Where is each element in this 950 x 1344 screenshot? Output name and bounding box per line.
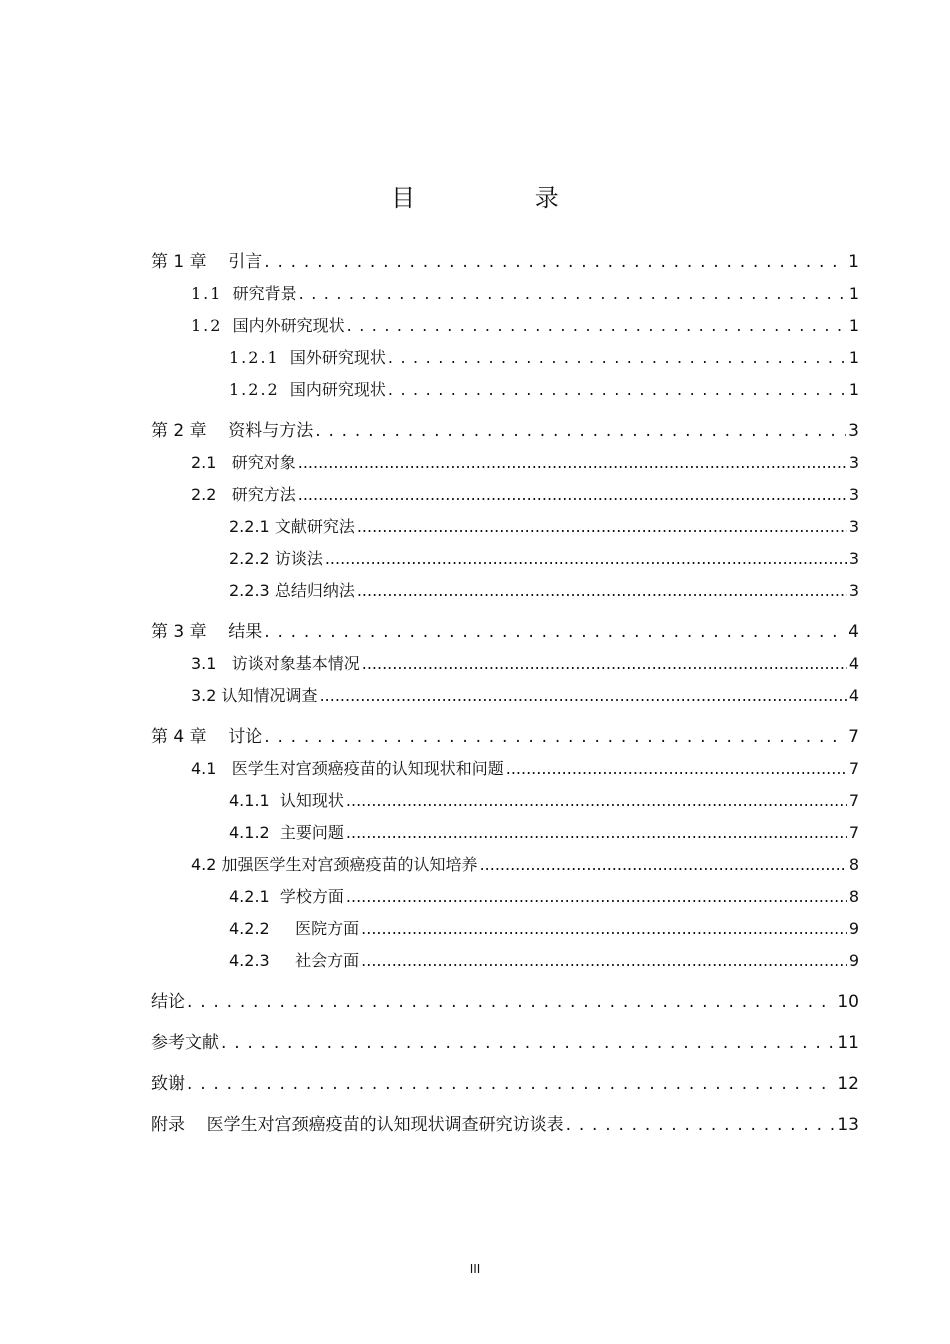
toc-entry[interactable]: [151, 310, 859, 342]
toc-dot-leader: [506, 753, 847, 785]
toc-entry-number: 2.2.1: [229, 517, 270, 536]
toc-entry-number: 1.1: [191, 284, 223, 303]
toc-entry-number: 4.2.2: [229, 919, 270, 938]
toc-entry-title: 研究背景: [232, 284, 297, 303]
toc-entry[interactable]: [151, 543, 859, 575]
toc-entry[interactable]: [151, 817, 859, 849]
toc-entry[interactable]: [151, 648, 859, 680]
toc-entry[interactable]: [151, 616, 859, 648]
toc-dot-leader: [264, 246, 846, 278]
page-number: III: [469, 1262, 481, 1276]
toc-entry-page: 3: [848, 581, 859, 600]
toc-entry-number: 2.2: [191, 485, 217, 504]
toc-dot-leader: [566, 1109, 836, 1141]
toc-entry[interactable]: [151, 278, 859, 310]
toc-entry-number: 1.2.2: [229, 380, 280, 399]
toc-entry-separator: [216, 648, 231, 680]
toc-entry-title: 讨论: [228, 727, 263, 747]
toc-dot-leader: [264, 721, 846, 753]
toc-dot-leader: [362, 648, 847, 680]
toc-entry[interactable]: [151, 575, 859, 607]
toc-entry-page: 4: [848, 654, 859, 673]
toc-entry-page: 13: [837, 1115, 859, 1135]
toc-entry-number: 1.2: [191, 316, 223, 335]
toc-entry-title: 参考文献: [151, 1033, 219, 1053]
toc-entry[interactable]: [151, 479, 859, 511]
toc-entry-title: 访谈对象基本情况: [231, 654, 360, 673]
toc-entry-title: 主要问题: [279, 823, 344, 842]
toc-entry-number: 4.1: [191, 759, 217, 778]
toc-dot-leader: [388, 374, 847, 406]
toc-entry-title: 致谢: [151, 1074, 185, 1094]
toc-entry-separator: [222, 278, 232, 310]
toc-dot-leader: [264, 616, 846, 648]
toc-entry-number: 3.1: [191, 654, 217, 673]
toc-entry-page: 12: [837, 1074, 859, 1094]
toc-dot-leader: [187, 1068, 835, 1100]
toc-dot-leader: [187, 986, 835, 1018]
toc-entry[interactable]: [151, 913, 859, 945]
toc-entry-separator: [222, 310, 232, 342]
toc-entry-title: 引言: [228, 252, 263, 272]
toc-entry-page: 10: [837, 992, 859, 1012]
toc-entry-title: 国内研究现状: [289, 380, 386, 399]
toc-entry-number: 2.1: [191, 453, 217, 472]
toc-dot-leader: [299, 278, 847, 310]
toc-dot-leader: [357, 575, 847, 607]
toc-entry-separator: [270, 817, 280, 849]
toc-entry-title: 研究方法: [231, 485, 296, 504]
toc-entry-title: 国外研究现状: [289, 348, 386, 367]
toc-entry-separator: [207, 246, 229, 278]
toc-entry-title: 认知现状: [279, 791, 344, 810]
toc-entry-separator: [207, 721, 229, 753]
toc-entry[interactable]: [151, 721, 859, 753]
toc-entry-title: 加强医学生对宫颈癌疫苗的认知培养: [221, 855, 478, 874]
toc-entry[interactable]: [151, 1027, 859, 1059]
toc-entry-separator: [270, 913, 295, 945]
toc-dot-leader: [346, 881, 847, 913]
toc-entry-title: 医学生对宫颈癌疫苗的认知现状和问题: [231, 759, 504, 778]
toc-entry-page: 1: [848, 348, 859, 367]
toc-entry[interactable]: [151, 511, 859, 543]
toc-entry[interactable]: [151, 1109, 859, 1141]
toc-entry-number: 4.1.1: [229, 791, 270, 810]
toc-entry-separator: [270, 945, 295, 977]
toc-entry[interactable]: [151, 785, 859, 817]
toc-entry-title: 医学生对宫颈癌疫苗的认知现状调查研究访谈表: [206, 1115, 564, 1135]
toc-entry-page: 1: [848, 380, 859, 399]
toc-dot-leader: [361, 913, 847, 945]
toc-dot-leader: [315, 415, 846, 447]
toc-dot-leader: [346, 785, 847, 817]
toc-dot-leader: [388, 342, 847, 374]
toc-entry-title: 认知情况调查: [221, 686, 318, 705]
toc-entry-title: 访谈法: [274, 549, 323, 568]
toc-entry-title: 结论: [151, 992, 185, 1012]
toc-entry-number: 2.2.3: [229, 581, 270, 600]
toc-entry-number: 3.2: [191, 686, 217, 705]
toc-entry-number: 第 1 章: [151, 252, 207, 272]
toc-entry-separator: [185, 1109, 207, 1141]
toc-entry[interactable]: [151, 986, 859, 1018]
toc-entry-number: 1.2.1: [229, 348, 280, 367]
toc-entry-page: 11: [837, 1033, 859, 1053]
toc-entry-title: 医院方面: [295, 919, 360, 938]
toc-entry-separator: [216, 753, 231, 785]
toc-entry[interactable]: [151, 374, 859, 406]
toc-entry-page: 9: [848, 919, 859, 938]
toc-entry-number: 4.2.3: [229, 951, 270, 970]
toc-entry-page: 7: [848, 759, 859, 778]
toc-entry[interactable]: [151, 753, 859, 785]
toc-dot-leader: [325, 543, 847, 575]
toc-entry-title: 社会方面: [295, 951, 360, 970]
toc-dot-leader: [357, 511, 847, 543]
toc-entry-page: 8: [848, 887, 859, 906]
toc-entry-separator: [270, 881, 280, 913]
toc-entry-title: 资料与方法: [228, 421, 314, 441]
toc-entry-page: 4: [848, 622, 859, 642]
toc-entry[interactable]: [151, 342, 859, 374]
toc-entry-title: 总结归纳法: [274, 581, 355, 600]
toc-entry-number: 第 4 章: [151, 727, 207, 747]
toc-entry-page: 4: [848, 686, 859, 705]
toc-entry-page: 7: [848, 791, 859, 810]
toc-dot-leader: [346, 817, 847, 849]
page-title: 目 录: [391, 184, 615, 212]
toc-entry-page: 3: [848, 549, 859, 568]
toc-dot-leader: [320, 680, 847, 712]
toc-entry-page: 9: [848, 951, 859, 970]
toc-entry-number: 第 3 章: [151, 622, 207, 642]
toc-entry-number: 4.2.1: [229, 887, 270, 906]
toc-dot-leader: [361, 945, 847, 977]
toc-dot-leader: [480, 849, 847, 881]
toc-entry-page: 8: [848, 855, 859, 874]
toc-entry-page: 1: [848, 316, 859, 335]
toc-entry-page: 3: [848, 453, 859, 472]
toc-entry[interactable]: [151, 415, 859, 447]
toc-entry-number: 附录: [151, 1115, 185, 1135]
table-of-contents: [151, 246, 859, 1141]
toc-entry-title: 研究对象: [231, 453, 296, 472]
toc-entry-title: 结果: [228, 622, 263, 642]
toc-entry-page: 3: [848, 421, 859, 441]
toc-entry-page: 1: [848, 252, 859, 272]
toc-entry-separator: [216, 479, 231, 511]
toc-entry-separator: [216, 447, 231, 479]
toc-dot-leader: [298, 479, 847, 511]
toc-entry-number: 4.2: [191, 855, 217, 874]
toc-entry-title: 学校方面: [279, 887, 344, 906]
toc-entry-separator: [280, 342, 290, 374]
toc-entry-page: 1: [848, 284, 859, 303]
toc-entry-number: 第 2 章: [151, 421, 207, 441]
toc-entry-number: 2.2.2: [229, 549, 270, 568]
toc-entry-separator: [207, 415, 229, 447]
toc-entry[interactable]: [151, 680, 859, 712]
toc-entry-separator: [207, 616, 229, 648]
toc-entry-page: 3: [848, 485, 859, 504]
toc-entry-separator: [270, 785, 280, 817]
toc-dot-leader: [298, 447, 847, 479]
toc-entry-separator: [280, 374, 290, 406]
toc-entry-title: 文献研究法: [274, 517, 355, 536]
toc-entry-page: 7: [848, 727, 859, 747]
toc-entry-title: 国内外研究现状: [232, 316, 345, 335]
toc-dot-leader: [347, 310, 847, 342]
toc-entry[interactable]: [151, 447, 859, 479]
toc-entry[interactable]: [151, 1068, 859, 1100]
toc-entry[interactable]: [151, 881, 859, 913]
toc-entry-number: 4.1.2: [229, 823, 270, 842]
toc-entry[interactable]: [151, 945, 859, 977]
toc-entry-page: 7: [848, 823, 859, 842]
toc-entry[interactable]: [151, 246, 859, 278]
toc-entry[interactable]: [151, 849, 859, 881]
toc-entry-page: 3: [848, 517, 859, 536]
toc-dot-leader: [221, 1027, 835, 1059]
